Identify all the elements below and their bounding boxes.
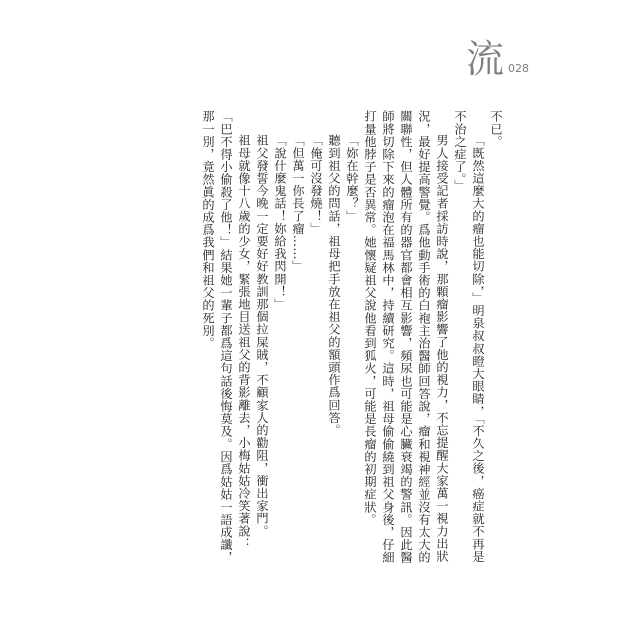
paragraph: 「說什麼鬼話！妳給我閃開！」: [273, 134, 287, 311]
paragraph: 不已。: [489, 110, 503, 148]
paragraph: 祖母就像十八歲的少女，緊張地目送祖父的背影離去，小梅姑姑冷笑著說：「巴不得小偷殺了他！」結果她一輩子都爲這句話後悔莫及。因爲姑姑一語成讖，那一別，竟然眞的成爲我們和祖父的死別。: [201, 110, 251, 564]
paragraph: 聽到祖父的問話，祖母把手放在祖父的額頭作爲回答。: [327, 134, 341, 437]
paragraph: 「俺可沒發燒！」: [309, 134, 323, 236]
chapter-title-glyph: 流: [466, 37, 505, 81]
page-number: 028: [508, 62, 530, 75]
paragraph: 「既然這麼大的瘤也能切除，」明泉叔叔瞪大眼睛，「不久之後，癌症就不再是不治之症了。」: [453, 110, 485, 564]
paragraph: 祖父發誓今晚一定要好好教訓那個拉屎賊，不顧家人的勸阻，衝出家門。: [255, 134, 269, 538]
page-header: [466, 37, 530, 81]
paragraph: 男人接受記者採訪時說，那顆瘤影響了他的視力，不忘提醒大家萬一視力出狀況，最好提高警覺。爲他動手術的白袍主治醫師回答說，瘤和視神經並沒有太大的關聯性，但人體所有的器官都會相互影響，頻尿也可能是心臟衰竭的警訊。因此醫師將切除下來的瘤泡在福馬林中，持續研究。這時，祖母偷偷繞到祖父身後，仔細打量他脖子是否異常。她懷疑祖父說他看到狐火，可能是長瘤的初期症狀。: [363, 110, 449, 564]
paragraph: 「但萬一你長了瘤……」: [291, 134, 305, 273]
paragraph: 「妳在幹麼？」: [345, 134, 359, 223]
body-text: [199, 110, 505, 575]
